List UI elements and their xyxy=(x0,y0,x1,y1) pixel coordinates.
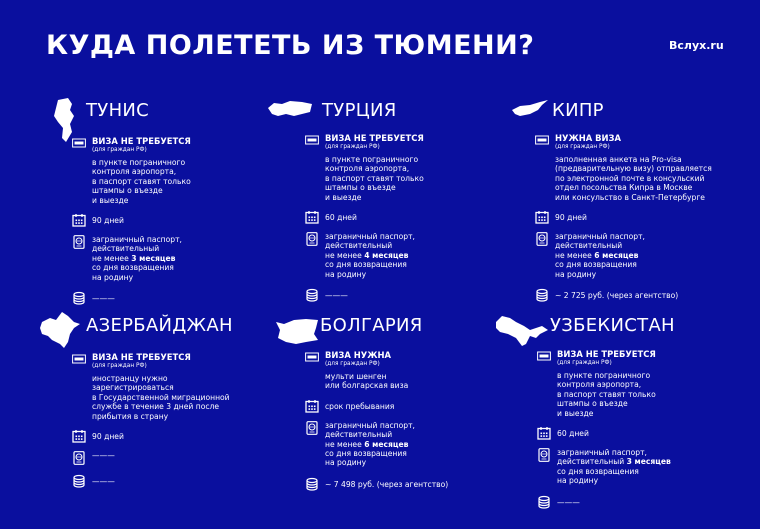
cost-row xyxy=(72,474,262,488)
coins-icon xyxy=(72,291,86,305)
visa-status: ВИЗА НЕ ТРЕБУЕТСЯ xyxy=(92,352,191,362)
visa-card-icon xyxy=(72,352,86,366)
passport-row xyxy=(535,232,745,279)
stay-duration: 90 дней xyxy=(92,216,124,226)
country-map-icon xyxy=(512,100,548,116)
stay-duration: срок пребывания xyxy=(325,401,395,411)
visa-note: (для граждан РФ) xyxy=(557,360,612,366)
passport-text-end: со дня возвращения на родину xyxy=(325,449,407,468)
coins-icon xyxy=(72,474,86,488)
coins-icon xyxy=(305,288,319,302)
visa-row xyxy=(535,133,745,202)
country-name: ТУРЦИЯ xyxy=(322,100,397,121)
passport-validity-months: 6 месяцев xyxy=(364,439,409,449)
passport-icon xyxy=(72,235,86,249)
passport-requirement xyxy=(92,235,182,282)
visa-card-icon xyxy=(537,349,551,363)
passport-text: заграничный паспорт, действительный не менее xyxy=(92,235,182,263)
page-title: КУДА ПОЛЕТЕТЬ ИЗ ТЮМЕНИ? xyxy=(46,30,535,61)
passport-text: заграничный паспорт, действительный не менее xyxy=(555,232,645,260)
visa-description: заполненная анкета на Pro-visa (предварительную визу) отправляется по электронной почте в консульский отдел посольства Кипра в Москве или консульство в Санкт-Петербурге xyxy=(555,155,712,202)
passport-text-end: со дня возвращения на родину xyxy=(325,260,407,279)
passport-icon xyxy=(305,232,319,246)
stay-row xyxy=(72,429,262,443)
visa-description: иностранцу нужно зарегистрироваться в Государственной миграционной службе в течение 3 дней после прибытия в страну xyxy=(92,374,230,421)
visa-note: (для граждан РФ) xyxy=(555,144,610,150)
visa-note: (для граждан РФ) xyxy=(325,361,380,367)
passport-requirement xyxy=(555,232,645,279)
passport-requirement xyxy=(557,448,671,486)
visa-card-icon xyxy=(305,133,319,147)
coins-icon xyxy=(537,495,551,509)
visa-cost: ——— xyxy=(325,291,348,301)
stay-row xyxy=(305,210,495,224)
coins-icon xyxy=(305,477,319,491)
passport-text: заграничный паспорт, действительный xyxy=(557,448,647,467)
stay-duration: 90 дней xyxy=(555,213,587,223)
country-name: АЗЕРБАЙДЖАН xyxy=(86,315,233,336)
visa-description: в пункте пограничного контроля аэропорта, в паспорт ставят только штампы о въезде и выезде xyxy=(557,371,656,418)
stay-duration: 60 дней xyxy=(557,429,589,439)
passport-text: заграничный паспорт, действительный не менее xyxy=(325,232,415,260)
visa-row xyxy=(537,349,747,418)
visa-cost: ~ 7 498 руб. (через агентство) xyxy=(325,479,449,489)
visa-status: ВИЗА НЕ ТРЕБУЕТСЯ xyxy=(92,136,191,146)
passport-row xyxy=(537,448,747,486)
calendar-icon xyxy=(535,210,549,224)
stay-row xyxy=(537,426,747,440)
visa-card-icon xyxy=(305,350,319,364)
visa-row xyxy=(305,133,495,202)
visa-description: в пункте пограничного контроля аэропорта, в паспорт ставят только штампы о въезде и выезде xyxy=(92,158,191,205)
passport-text: заграничный паспорт, действительный не менее xyxy=(325,420,415,449)
visa-row xyxy=(72,352,262,421)
calendar-icon xyxy=(537,426,551,440)
stay-row xyxy=(72,213,262,227)
visa-status: ВИЗА НУЖНА xyxy=(325,350,391,360)
passport-row xyxy=(305,232,495,279)
country-name: УЗБЕКИСТАН xyxy=(550,315,675,336)
country-name: БОЛГАРИЯ xyxy=(320,315,423,336)
visa-status: НУЖНА ВИЗА xyxy=(555,133,621,143)
cost-row xyxy=(535,288,745,302)
calendar-icon xyxy=(72,429,86,443)
passport-requirement xyxy=(92,451,115,460)
passport-icon xyxy=(305,421,319,435)
cost-row xyxy=(305,288,495,302)
visa-status: ВИЗА НЕ ТРЕБУЕТСЯ xyxy=(557,349,656,359)
passport-requirement xyxy=(325,232,415,279)
cost-row xyxy=(537,495,747,509)
passport-icon xyxy=(537,448,551,462)
passport-validity-months: 6 месяцев xyxy=(594,250,639,260)
passport-requirement xyxy=(325,421,415,468)
stay-row xyxy=(305,399,495,413)
calendar-icon xyxy=(305,399,319,413)
visa-description: в пункте пограничного контроля аэропорта, в паспорт ставят только штампы о въезде и выезде xyxy=(325,155,424,202)
country-map-icon xyxy=(40,310,80,348)
passport-row xyxy=(305,421,495,468)
passport-icon xyxy=(535,232,549,246)
country-name: ТУНИС xyxy=(86,100,150,121)
visa-status: ВИЗА НЕ ТРЕБУЕТСЯ xyxy=(325,133,424,143)
visa-cost: ——— xyxy=(92,477,115,487)
passport-icon xyxy=(72,451,86,465)
visa-note: (для граждан РФ) xyxy=(325,144,380,150)
visa-note: (для граждан РФ) xyxy=(92,147,147,153)
cost-row xyxy=(72,291,262,305)
passport-text-end: со дня возвращения на родину xyxy=(557,466,639,486)
passport-validity-months: 3 месяцев xyxy=(131,253,176,263)
visa-description: мульти шенген или болгарская виза xyxy=(325,372,409,391)
visa-row xyxy=(72,136,262,205)
visa-row xyxy=(305,350,495,391)
visa-cost: ——— xyxy=(557,497,580,507)
passport-text-end: со дня возвращения на родину xyxy=(555,260,637,279)
country-map-icon xyxy=(496,316,548,346)
calendar-icon xyxy=(72,213,86,227)
passport-row xyxy=(72,235,262,282)
cost-row xyxy=(305,477,495,491)
visa-card-icon xyxy=(72,136,86,150)
stay-duration: 60 дней xyxy=(325,213,357,223)
visa-note: (для граждан РФ) xyxy=(92,363,147,369)
visa-cost: ~ 2 725 руб. (через агентство) xyxy=(555,291,679,301)
stay-row xyxy=(535,210,745,224)
stay-duration: 90 дней xyxy=(92,432,124,442)
visa-cost: ——— xyxy=(92,294,115,304)
country-name: КИПР xyxy=(552,100,604,121)
country-map-icon xyxy=(268,100,312,118)
country-map-icon xyxy=(274,318,318,344)
passport-row xyxy=(72,451,262,465)
passport-validity-months: 3 месяцев xyxy=(626,457,671,467)
site-logo: Вслух.ru xyxy=(669,39,724,52)
visa-card-icon xyxy=(535,133,549,147)
calendar-icon xyxy=(305,210,319,224)
passport-text: ——— xyxy=(92,451,115,461)
passport-text-end: со дня возвращения на родину xyxy=(92,263,174,282)
coins-icon xyxy=(535,288,549,302)
passport-validity-months: 4 месяцев xyxy=(364,250,409,260)
